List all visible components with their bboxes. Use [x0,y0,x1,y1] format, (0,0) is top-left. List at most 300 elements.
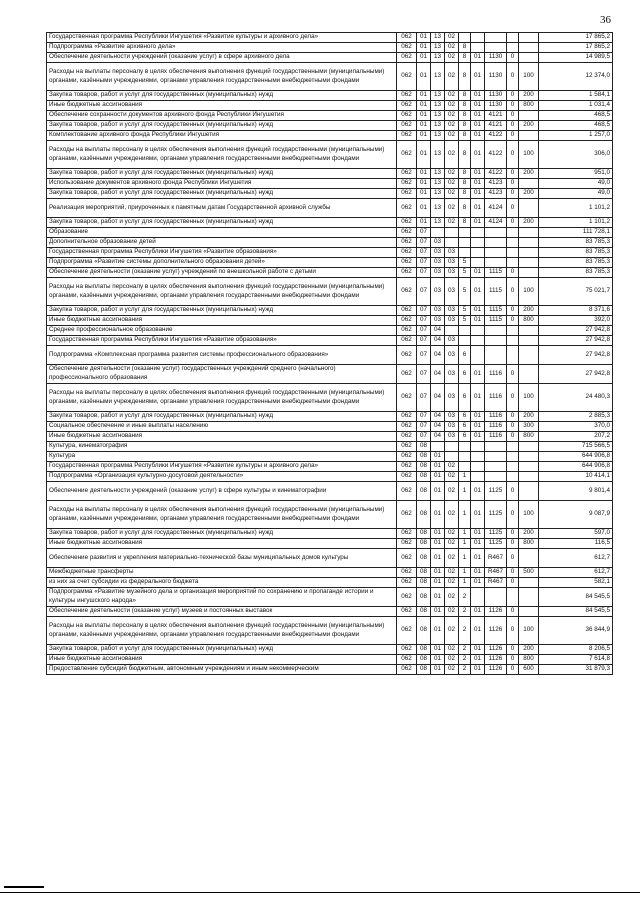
row-subsection-code: 01 [431,482,445,501]
row-subprogram-code: 6 [459,422,471,432]
row-subprogram-code: 8 [459,141,471,169]
row-subsection-code: 01 [431,529,445,539]
table-row [47,316,613,326]
row-subsection-code: 03 [431,238,445,248]
row-section-code: 01 [417,179,431,189]
row-subsection-code: 13 [431,53,445,63]
row-section-code: 08 [417,607,431,617]
row-extra-code [507,33,519,43]
table-row [47,432,613,442]
row-name: Закупка товаров, работ и услуг для государственных (муниципальных) нужд [47,645,397,655]
table-row [47,336,613,346]
row-name: Расходы на выплаты персоналу в целях обеспечения выполнения функций государственными (муниципальными) органами, казёнными учреждениями, органами управления государственными внебюджетными фондами [47,617,397,645]
row-section-code: 07 [417,306,431,316]
row-activity-code: 01 [471,501,485,529]
row-direction-code: 4122 [485,131,507,141]
row-name: Закупка товаров, работ и услуг для государственных (муниципальных) нужд [47,412,397,422]
row-activity-code [471,248,485,258]
row-expense-type [519,442,539,452]
row-direction-code: 1126 [485,665,507,675]
row-name: Закупка товаров, работ и услуг для государственных (муниципальных) нужд [47,189,397,199]
row-subprogram-code: 6 [459,346,471,365]
row-subsection-code: 13 [431,111,445,121]
row-subsection-code: 04 [431,412,445,422]
row-extra-code: 0 [507,179,519,189]
row-activity-code: 01 [471,432,485,442]
row-subsection-code: 13 [431,199,445,218]
row-amount: 612,7 [539,549,613,568]
row-activity-code: 01 [471,199,485,218]
table-row [47,346,613,365]
row-amount: 83 785,3 [539,248,613,258]
row-subprogram-code: 8 [459,63,471,91]
row-program-code: 02 [445,462,459,472]
row-amount: 1 257,0 [539,131,613,141]
row-amount: 612,7 [539,568,613,578]
row-amount: 951,0 [539,169,613,179]
row-program-code: 02 [445,501,459,529]
row-expense-type [519,179,539,189]
row-ministry-code: 062 [397,384,417,412]
row-section-code: 01 [417,101,431,111]
row-subprogram-code: 5 [459,258,471,268]
row-program-code: 03 [445,268,459,278]
row-subprogram-code: 8 [459,169,471,179]
row-name: Государственная программа Республики Ингушетия «Развитие образования» [47,336,397,346]
row-amount: 24 480,3 [539,384,613,412]
row-name: Государственная программа Республики Ингушетия «Развитие культуры и архивного дела» [47,33,397,43]
row-amount: 7 614,8 [539,655,613,665]
row-direction-code: 1116 [485,384,507,412]
table-row [47,539,613,549]
row-extra-code: 0 [507,53,519,63]
row-activity-code: 01 [471,384,485,412]
row-section-code: 01 [417,131,431,141]
table-row [47,306,613,316]
row-direction-code [485,33,507,43]
row-subprogram-code: 8 [459,189,471,199]
table-row [47,258,613,268]
row-subprogram-code: 8 [459,131,471,141]
row-name: Комплектование архивного фонда Республики Ингушетия [47,131,397,141]
row-subprogram-code [459,238,471,248]
row-extra-code [507,472,519,482]
row-subsection-code: 04 [431,422,445,432]
row-ministry-code: 062 [397,53,417,63]
table-row [47,189,613,199]
row-expense-type: 600 [519,665,539,675]
table-row [47,179,613,189]
row-subsection-code: 13 [431,189,445,199]
row-program-code: 02 [445,101,459,111]
row-program-code: 03 [445,384,459,412]
row-name: Закупка товаров, работ и услуг для государственных (муниципальных) нужд [47,91,397,101]
row-section-code: 08 [417,452,431,462]
row-subprogram-code: 1 [459,568,471,578]
row-program-code: 02 [445,131,459,141]
table-row [47,53,613,63]
row-subprogram-code: 2 [459,645,471,655]
row-amount: 9 801,4 [539,482,613,501]
row-ministry-code: 062 [397,645,417,655]
row-extra-code: 0 [507,665,519,675]
row-program-code: 02 [445,588,459,607]
row-extra-code [507,326,519,336]
row-name: Культура [47,452,397,462]
row-program-code: 03 [445,346,459,365]
row-activity-code [471,336,485,346]
row-extra-code: 0 [507,268,519,278]
row-expense-type: 500 [519,568,539,578]
table-row [47,131,613,141]
row-ministry-code: 062 [397,199,417,218]
row-name: Закупка товаров, работ и услуг для государственных (муниципальных) нужд [47,529,397,539]
row-ministry-code: 062 [397,539,417,549]
row-subsection-code: 13 [431,91,445,101]
row-program-code: 02 [445,617,459,645]
row-program-code: 03 [445,432,459,442]
row-activity-code: 01 [471,645,485,655]
row-subprogram-code [459,228,471,238]
row-direction-code: 1126 [485,655,507,665]
table-row [47,452,613,462]
row-extra-code: 0 [507,121,519,131]
table-row [47,568,613,578]
table-row [47,588,613,607]
table-row [47,462,613,472]
row-name: Иные бюджетные ассигнования [47,655,397,665]
row-activity-code [471,452,485,462]
row-program-code: 02 [445,482,459,501]
table-row [47,412,613,422]
row-amount: 49,0 [539,189,613,199]
row-name: Обеспечение деятельности (оказание услуг) государственных учреждений среднего (начального) профессионального образования [47,365,397,384]
row-section-code: 07 [417,336,431,346]
table-row [47,645,613,655]
row-activity-code [471,33,485,43]
row-expense-type [519,588,539,607]
row-extra-code: 0 [507,101,519,111]
row-ministry-code: 062 [397,101,417,111]
row-subprogram-code: 8 [459,53,471,63]
row-activity-code: 01 [471,306,485,316]
row-activity-code: 01 [471,422,485,432]
row-program-code: 02 [445,189,459,199]
row-direction-code [485,442,507,452]
row-ministry-code: 062 [397,472,417,482]
row-subprogram-code [459,336,471,346]
table-row [47,326,613,336]
row-direction-code: 4122 [485,169,507,179]
row-subsection-code: 13 [431,43,445,53]
row-subsection-code: 13 [431,121,445,131]
row-extra-code: 0 [507,607,519,617]
row-subsection-code: 01 [431,549,445,568]
row-direction-code: R467 [485,568,507,578]
row-direction-code: 1125 [485,539,507,549]
row-activity-code [471,472,485,482]
row-direction-code: 1126 [485,617,507,645]
row-extra-code: 0 [507,316,519,326]
row-section-code: 08 [417,588,431,607]
row-expense-type: 200 [519,218,539,228]
row-section-code: 08 [417,472,431,482]
row-extra-code [507,346,519,365]
row-ministry-code: 062 [397,268,417,278]
row-expense-type [519,462,539,472]
row-ministry-code: 062 [397,169,417,179]
row-activity-code: 01 [471,539,485,549]
row-name: Закупка товаров, работ и услуг для государственных (муниципальных) нужд [47,306,397,316]
row-direction-code: 1116 [485,365,507,384]
row-activity-code: 01 [471,63,485,91]
row-section-code: 08 [417,568,431,578]
row-name: Расходы на выплаты персоналу в целях обеспечения выполнения функций государственными (муниципальными) органами, казёнными учреждениями, органами управления государственными внебюджетными фондами [47,278,397,306]
row-expense-type [519,549,539,568]
row-ministry-code: 062 [397,568,417,578]
row-program-code: 03 [445,306,459,316]
row-activity-code [471,258,485,268]
row-amount: 644 906,8 [539,452,613,462]
row-ministry-code: 062 [397,278,417,306]
row-section-code: 01 [417,169,431,179]
row-subprogram-code: 6 [459,384,471,412]
row-subsection-code: 01 [431,539,445,549]
row-program-code: 02 [445,539,459,549]
row-direction-code [485,336,507,346]
row-name: Расходы на выплаты персоналу в целях обеспечения выполнения функций государственными (муниципальными) органами, казёнными учреждениями, органами управления государственными внебюджетными фондами [47,63,397,91]
row-subsection-code: 03 [431,306,445,316]
table-row [47,218,613,228]
row-subprogram-code: 5 [459,278,471,306]
row-expense-type: 100 [519,141,539,169]
row-ministry-code: 062 [397,326,417,336]
table-row [47,248,613,258]
row-direction-code: 4123 [485,189,507,199]
row-program-code: 02 [445,472,459,482]
row-expense-type: 300 [519,422,539,432]
table-row [47,141,613,169]
page-number: 36 [600,14,611,26]
footer-mark [4,886,44,888]
row-amount: 715 566,5 [539,442,613,452]
row-program-code: 03 [445,316,459,326]
row-activity-code: 01 [471,101,485,111]
row-amount: 116,5 [539,539,613,549]
row-extra-code: 0 [507,539,519,549]
row-subprogram-code: 8 [459,199,471,218]
row-subsection-code: 13 [431,141,445,169]
row-direction-code [485,326,507,336]
row-expense-type [519,607,539,617]
row-program-code: 02 [445,529,459,539]
row-program-code: 03 [445,258,459,268]
row-direction-code: 1125 [485,529,507,539]
row-program-code: 02 [445,169,459,179]
row-ministry-code: 062 [397,258,417,268]
row-expense-type: 100 [519,501,539,529]
row-subsection-code: 01 [431,452,445,462]
row-name: Подпрограмма «Развитие музейного дела и организация мероприятий по сохранению и пропаганде истории и культуры ингушского народа» [47,588,397,607]
row-section-code: 08 [417,645,431,655]
row-expense-type [519,228,539,238]
row-expense-type [519,248,539,258]
row-expense-type: 200 [519,529,539,539]
row-direction-code: 1116 [485,422,507,432]
row-section-code: 07 [417,248,431,258]
row-amount: 1 031,4 [539,101,613,111]
row-extra-code: 0 [507,169,519,179]
row-subsection-code: 01 [431,578,445,588]
row-subsection-code: 13 [431,218,445,228]
row-program-code: 02 [445,549,459,568]
row-name: Расходы на выплаты персоналу в целях обеспечения выполнения функций государственными (муниципальными) органами, казёнными учреждениями, органами управления государственными внебюджетными фондами [47,384,397,412]
row-subsection-code: 04 [431,432,445,442]
row-ministry-code: 062 [397,462,417,472]
row-ministry-code: 062 [397,111,417,121]
table-row [47,472,613,482]
row-subprogram-code: 5 [459,268,471,278]
row-subprogram-code: 8 [459,101,471,111]
row-amount: 111 728,1 [539,228,613,238]
row-activity-code [471,43,485,53]
row-activity-code: 01 [471,278,485,306]
row-amount: 27 942,8 [539,326,613,336]
row-direction-code: 1126 [485,607,507,617]
row-name: Использование документов архивного фонда Республики Ингушетия [47,179,397,189]
table-row [47,617,613,645]
row-program-code: 02 [445,43,459,53]
row-section-code: 08 [417,578,431,588]
row-amount: 14 989,5 [539,53,613,63]
row-program-code: 02 [445,655,459,665]
row-extra-code [507,43,519,53]
table-body [47,33,613,675]
row-extra-code: 0 [507,91,519,101]
row-name: Предоставление субсидий бюджетным, автономным учреждениям и иным некоммерческим [47,665,397,675]
row-ministry-code: 062 [397,442,417,452]
row-activity-code: 01 [471,316,485,326]
row-name: Закупка товаров, работ и услуг для государственных (муниципальных) нужд [47,218,397,228]
row-direction-code: 4121 [485,111,507,121]
table-row [47,529,613,539]
row-direction-code: 4124 [485,199,507,218]
row-extra-code: 0 [507,422,519,432]
row-subprogram-code: 1 [459,578,471,588]
row-extra-code [507,258,519,268]
row-name: из них за счет субсидии из федерального бюджета [47,578,397,588]
row-ministry-code: 062 [397,432,417,442]
table-row [47,121,613,131]
row-section-code: 08 [417,482,431,501]
row-expense-type: 200 [519,645,539,655]
row-amount: 1 101,2 [539,218,613,228]
row-extra-code: 0 [507,131,519,141]
row-amount: 370,0 [539,422,613,432]
row-program-code [445,452,459,462]
row-program-code: 02 [445,218,459,228]
row-section-code: 08 [417,539,431,549]
row-subprogram-code [459,442,471,452]
row-subprogram-code: 1 [459,472,471,482]
row-extra-code: 0 [507,365,519,384]
row-extra-code: 0 [507,189,519,199]
row-extra-code: 0 [507,111,519,121]
row-ministry-code: 062 [397,43,417,53]
row-program-code: 03 [445,278,459,306]
row-name: Среднее профессиональное образование [47,326,397,336]
row-name: Иные бюджетные ассигнования [47,432,397,442]
row-program-code: 03 [445,248,459,258]
row-section-code: 01 [417,33,431,43]
row-program-code: 02 [445,121,459,131]
row-extra-code [507,452,519,462]
row-amount: 1 101,2 [539,199,613,218]
row-section-code: 08 [417,442,431,452]
row-amount: 468,5 [539,121,613,131]
row-direction-code: 4124 [485,218,507,228]
row-direction-code: 1130 [485,53,507,63]
row-subsection-code: 01 [431,655,445,665]
row-direction-code [485,258,507,268]
row-activity-code: 01 [471,218,485,228]
row-subsection-code: 13 [431,101,445,111]
row-section-code: 01 [417,121,431,131]
row-subsection-code: 04 [431,346,445,365]
table-row [47,384,613,412]
row-direction-code [485,248,507,258]
row-subsection-code: 13 [431,169,445,179]
row-section-code: 08 [417,617,431,645]
row-section-code: 08 [417,501,431,529]
row-ministry-code: 062 [397,33,417,43]
row-activity-code: 01 [471,179,485,189]
row-amount: 12 374,0 [539,63,613,91]
row-section-code: 08 [417,462,431,472]
row-amount: 2 885,3 [539,412,613,422]
row-subprogram-code: 1 [459,539,471,549]
row-amount: 27 942,8 [539,346,613,365]
row-section-code: 01 [417,218,431,228]
row-subprogram-code [459,326,471,336]
row-activity-code: 01 [471,529,485,539]
row-activity-code: 01 [471,568,485,578]
row-expense-type [519,482,539,501]
row-ministry-code: 062 [397,63,417,91]
row-program-code [445,228,459,238]
row-subsection-code: 01 [431,588,445,607]
row-direction-code: 1130 [485,91,507,101]
row-direction-code: 1130 [485,101,507,111]
row-expense-type [519,346,539,365]
table-row [47,578,613,588]
row-section-code: 07 [417,316,431,326]
row-direction-code [485,238,507,248]
row-program-code: 02 [445,199,459,218]
row-expense-type: 200 [519,412,539,422]
row-name: Подпрограмма «Развитие системы дополнительного образования детей» [47,258,397,268]
row-name: Государственная программа Республики Ингушетия «Развитие образования» [47,248,397,258]
row-program-code [445,238,459,248]
row-program-code: 02 [445,111,459,121]
row-subsection-code: 01 [431,665,445,675]
row-program-code: 02 [445,578,459,588]
row-activity-code [471,346,485,365]
row-direction-code: 1115 [485,268,507,278]
row-ministry-code: 062 [397,529,417,539]
row-ministry-code: 062 [397,412,417,422]
table-row [47,199,613,218]
